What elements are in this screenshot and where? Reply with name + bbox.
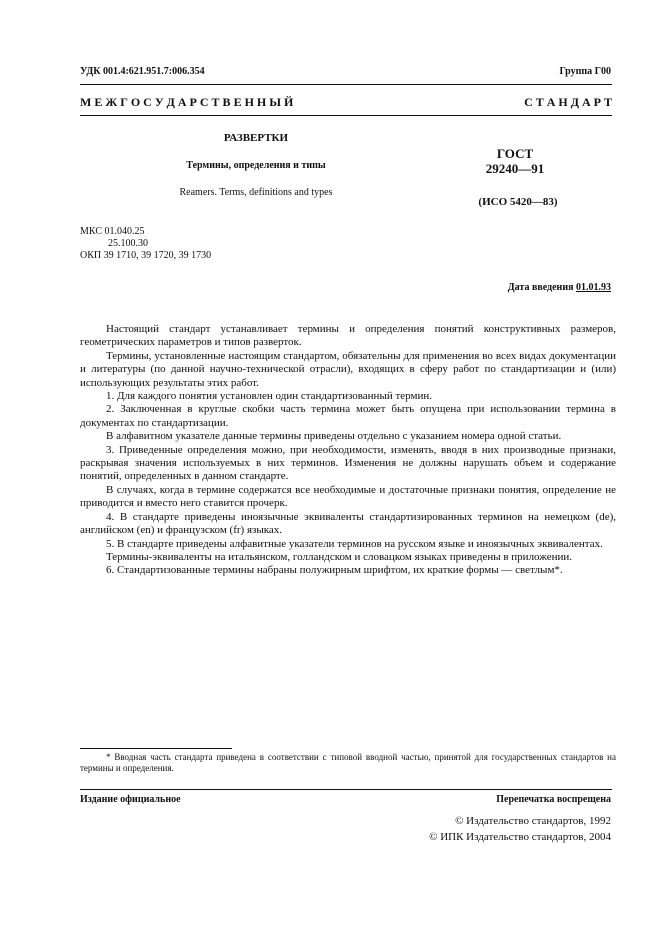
footnote-rule [80,748,232,749]
introduction-text [80,323,616,578]
udk-code: УДК 001.4:621.951.7:006.354 [80,66,205,77]
gost-label: ГОСТ [496,146,534,161]
copyright-line-2: © ИПК Издательство стандартов, 2004 [429,831,611,843]
paragraph: В алфавитном указателе данные термины приведены отдельно с указанием номера одной статьи. [106,430,562,443]
document-subtitle: Термины, определения и типы [186,160,326,171]
banner-rule [80,115,612,116]
document-title: РАЗВЕРТКИ [223,132,289,144]
effective-date-value: 01.01.93 [576,282,611,293]
paragraph: Настоящий стандарт устанавливает термины и определения понятий конструктивных размеров, геометрических параметров и типов разверток. [80,323,616,349]
gost-number: 29240—91 [485,161,545,176]
interstate-standard-banner [80,95,612,110]
paragraph: Термины, установленные настоящим стандартом, обязательны для применения во всех видах документации и литературы (по данной научно-технической отрасли), входящих в сферу работ по стандартизации и (или) использующих результаты этих работ. [80,349,616,389]
effective-date-label: Дата введения [507,282,574,293]
copyright-line-1: © Издательство стандартов, 1992 [455,815,611,827]
paragraph: 6. Стандартизованные термины набраны полужирным шрифтом, их краткие формы — светлым*. [106,564,563,577]
paragraph: 5. В стандарте приведены алфавитные указатели терминов на русском языке и иноязычных эквивалентах. [106,537,603,550]
paragraph: Термины-эквиваленты на итальянском, голландском и словацком языках приведены в приложении. [106,550,573,563]
reprint-prohibited: Перепечатка воспрещена [496,794,611,805]
mks-code-2: 25.100.30 [108,238,148,249]
banner-word-interstate: М Е Ж Г О С У Д А Р С Т В Е Н Н Ы Й [80,95,294,109]
okp-code: ОКП 39 1710, 39 1720, 39 1730 [80,250,212,261]
footer-rule [80,789,612,790]
paragraph: В случаях, когда в термине содержатся все необходимые и достаточные признаки понятия, определение не приводится и вместо него ставится прочерк. [80,483,616,510]
paragraph: 2. Заключенная в круглые скобки часть термина может быть опущена при использовании термина в документах по стандартизации. [80,403,616,429]
group-code: Группа Г00 [559,66,611,77]
footnote: * Вводная часть стандарта приведена в соответствии с типовой вводной частью, принятой для государственных стандартов на термины и определения. [80,752,616,773]
official-edition: Издание официальное [80,794,181,805]
iso-reference: (ИСО 5420—83) [478,196,558,208]
paragraph: 4. В стандарте приведены иноязычные эквиваленты стандартизированных терминов на немецком (de), английском (en) и французском (fr) языках. [80,510,616,537]
top-rule [80,84,612,85]
english-title: Reamers. Terms, definitions and types [179,187,333,198]
paragraph: 3. Приведенные определения можно, при необходимости, изменять, вводя в них производные признаки, раскрывая значения используемых в них терминов. Изменения не должны нарушать объем и содержание понятий, определенных в данном стандарте. [80,443,616,483]
classification-codes [80,226,211,262]
paragraph: 1. Для каждого понятия установлен один стандартизованный термин. [106,390,432,403]
gost-designation [470,146,560,176]
copyright-block [429,813,611,845]
effective-date [508,282,611,293]
banner-word-standard: С Т А Н Д А Р Т [524,95,612,109]
mks-code-1: МКС 01.040.25 [80,226,145,237]
